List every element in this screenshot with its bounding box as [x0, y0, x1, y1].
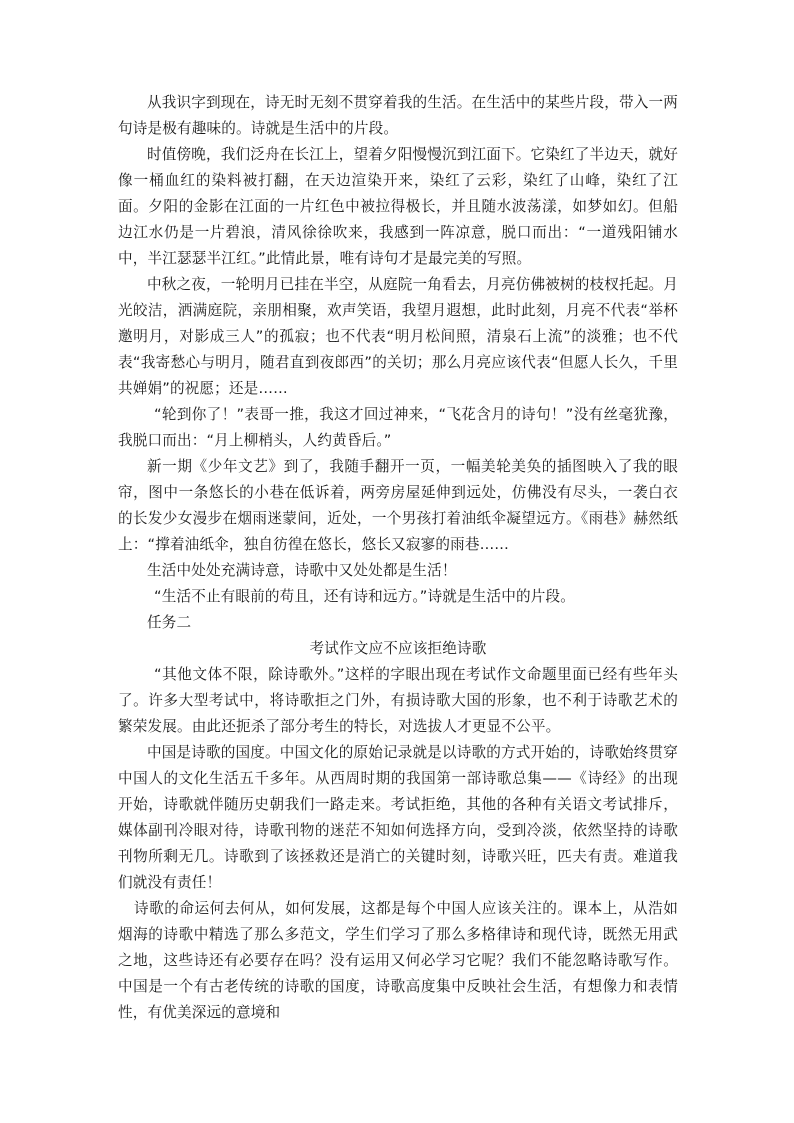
essay-paragraph-country: 中国是诗歌的国度。中国文化的原始记录就是以诗歌的方式开始的，诗歌始终贯穿中国人的文化生活五千多年。从西周时期的我国第一部诗歌总集——《诗经》的出现开始，诗歌就伴随历史朝我们一路走来。考试拒绝，其他的各种有关语文考试排斥，媒体副刊冷眼对待，诗歌刊物的迷茫不知如何选择方向，受到冷淡，依然坚持的诗歌刊物所剩无几。诗歌到了该拯救还是消亡的关键时刻，诗歌兴旺，匹夫有责。难道我们就没有责任！ — [118, 744, 678, 891]
task-label: 任务二 — [147, 614, 192, 631]
paragraph-conclusion: “生活不止有眼前的苟且，还有诗和远方。”诗就是生活中的片段。 — [154, 588, 575, 605]
paragraph-game: “轮到你了！”表哥一推，我这才回过神来，“飞花含月的诗句！”没有丝毫犹豫，我脱口而出：“月上柳梢头，人约黄昏后。” — [118, 406, 678, 449]
paragraph-sunset: 时值傍晚，我们泛舟在长江上，望着夕阳慢慢沉到江面下。它染红了半边天，就好像一桶血红的染料被打翻，在天边渲染开来，染红了云彩，染红了山峰，染红了江面。夕阳的金影在江面的一片红色中被拉得极长，并且随水波荡漾，如梦如幻。但船边江水仍是一片碧浪，清风徐徐吹来，我感到一阵凉意，脱口而出：“一道残阳铺水中，半江瑟瑟半江红。”此情此景，唯有诗句才是最完美的写照。 — [118, 146, 678, 267]
document-page — [118, 90, 678, 1026]
paragraph-intro: 从我识字到现在，诗无时无刻不贯穿着我的生活。在生活中的某些片段，带入一两句诗是极有趣味的。诗就是生活中的片段。 — [118, 94, 678, 137]
paragraph-rain-alley: 新一期《少年文艺》到了，我随手翻开一页，一幅美轮美奂的插图映入了我的眼帘，图中一条悠长的小巷在低诉着，两旁房屋延伸到远处，仿佛没有尽头，一袭白衣的长发少女漫步在烟雨迷蒙间，近处，一个男孩打着油纸伞凝望远方。《雨巷》赫然纸上：“撑着油纸伞，独自彷徨在悠长，悠长又寂寥的雨巷…… — [118, 458, 678, 553]
paragraph-poetic-life: 生活中处处充满诗意，诗歌中又处处都是生活！ — [147, 562, 457, 579]
essay-title: 考试作文应不应该拒绝诗歌 — [309, 640, 487, 657]
essay-paragraph-fate: 诗歌的命运何去何从，如何发展，这都是每个中国人应该关注的。课本上，从浩如烟海的诗歌中精选了那么多范文，学生们学习了那么多格律诗和现代诗，既然无用武之地，这些诗还有必要存在吗？没有运用又何必学习它呢？我们不能忽略诗歌写作。中国是一个有古老传统的诗歌的国度，诗歌高度集中反映社会生活，有想像力和表情性，有优美深远的意境和 — [118, 900, 678, 1021]
essay-paragraph-exam: “其他文体不限，除诗歌外。”这样的字眼出现在考试作文命题里面已经有些年头了。许多大型考试中，将诗歌拒之门外，有损诗歌大国的形象，也不利于诗歌艺术的繁荣发展。由此还扼杀了部分考生的特长，对选拔人才更显不公平。 — [118, 666, 678, 735]
paragraph-mid-autumn: 中秋之夜，一轮明月已挂在半空，从庭院一角看去，月亮仿佛被树的枝杈托起。月光皎洁，洒满庭院，亲朋相聚，欢声笑语，我望月遐想，此时此刻，月亮不代表“举杯邀明月，对影成三人”的孤寂；也不代表“明月松间照，清泉石上流”的淡雅；也不代表“我寄愁心与明月，随君直到夜郎西”的关切；那么月亮应该代表“但愿人长久，千里共婵娟”的祝愿；还是…… — [118, 276, 678, 397]
